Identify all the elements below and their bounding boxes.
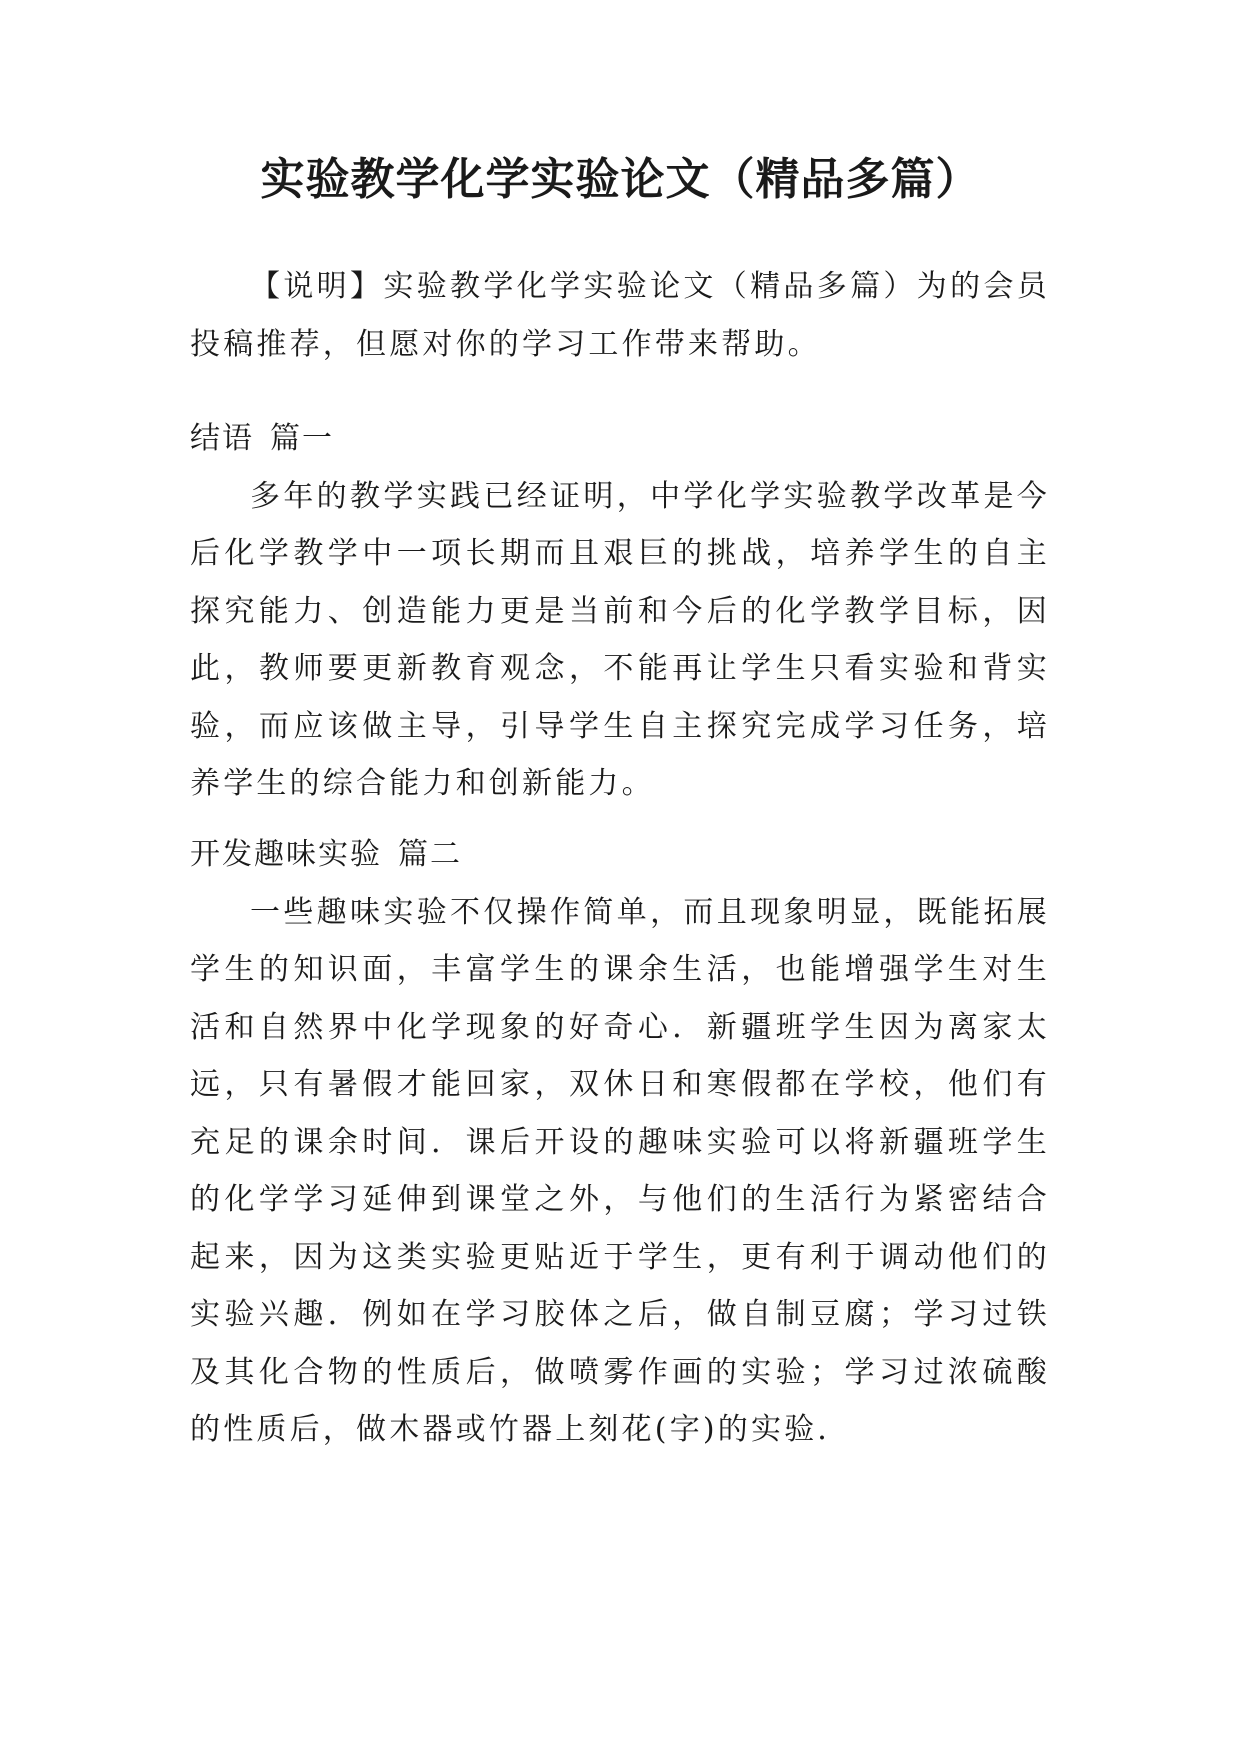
- document-title: 实验教学化学实验论文（精品多篇）: [260, 154, 981, 205]
- section-2: [190, 826, 1050, 1459]
- section-paragraph: 一些趣味实验不仅操作简单，而且现象明显，既能拓展学生的知识面，丰富学生的课余生活，也能增强学生对生活和自然界中化学现象的好奇心．新疆班学生因为离家太远，只有暑假才能回家，双休日和寒假都在学校，他们有充足的课余时间．课后开设的趣味实验可以将新疆班学生的化学学习延伸到课堂之外，与他们的生活行为紧密结合起来，因为这类实验更贴近于学生，更有利于调动他们的实验兴趣．例如在学习胶体之后，做自制豆腐；学习过铁及其化合物的性质后，做喷雾作画的实验；学习过浓硫酸的性质后，做木器或竹器上刻花(字)的实验．: [190, 894, 1050, 1447]
- section-heading-label: 开发趣味实验: [190, 837, 382, 872]
- section-heading-label: 结语: [190, 421, 254, 456]
- section-heading-number: 篇二: [398, 837, 462, 872]
- section-heading-number: 篇一: [270, 421, 334, 456]
- section-heading: [190, 826, 1050, 884]
- intro-paragraph: 【说明】实验教学化学实验论文（精品多篇）为的会员投稿推荐，但愿对你的学习工作带来帮助。: [190, 269, 1050, 362]
- intro-block: [190, 258, 1050, 373]
- section-heading: [190, 410, 1050, 468]
- section-1: [190, 410, 1050, 813]
- section-paragraph: 多年的教学实践已经证明，中学化学实验教学改革是今后化学教学中一项长期而且艰巨的挑战，培养学生的自主探究能力、创造能力更是当前和今后的化学教学目标，因此，教师要更新教育观念，不能再让学生只看实验和背实验，而应该做主导，引导学生自主探究完成学习任务，培养学生的综合能力和创新能力。: [190, 478, 1050, 801]
